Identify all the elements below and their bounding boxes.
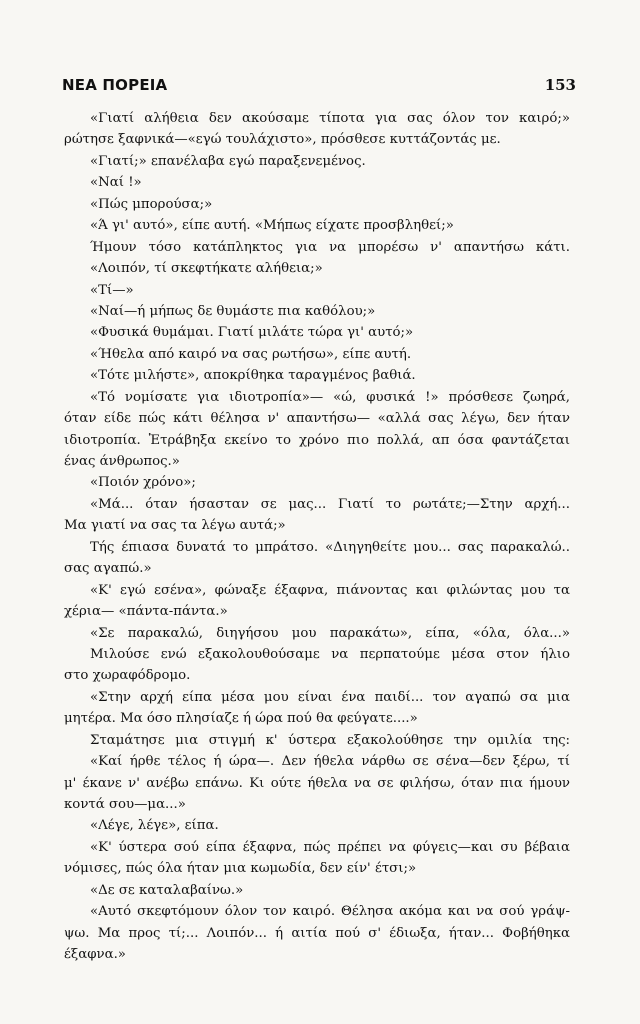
text-line: Μιλούσε ενώ εξακολουθούσαμε να περπατούμε μέσα στον ήλιο xyxy=(90,646,570,662)
text-line: «Φυσικά θυμάμαι. Γιατί μιλάτε τώρα γι' αυτό;» xyxy=(90,325,414,341)
text-line: ψω. Μα προς τί;... Λοιπόν... ή αιτία πού σ' έδιωξα, ήταν... Φοβήθηκα xyxy=(64,925,570,941)
text-line: Τής έπιασα δυνατά το μπράτσο. «Διηγηθείτε μου... σας παρακαλώ.. xyxy=(90,539,570,555)
text-line: «Τότε μιλήστε», αποκρίθηκα ταραγμένος βαθιά. xyxy=(90,368,416,384)
page-header xyxy=(62,76,576,98)
text-line: «Μά... όταν ήσασταν σε μας... Γιατί το ρωτάτε;—Στην αρχή... xyxy=(90,496,570,512)
text-line: Μα γιατί να σας τα λέγω αυτά;» xyxy=(64,518,286,534)
text-line: νόμισες, πώς όλα ήταν μια κωμωδία, δεν είν' έτσι;» xyxy=(64,861,417,877)
text-line: «Ποιόν χρόνο»; xyxy=(90,475,196,491)
body-text xyxy=(64,108,570,966)
text-line: όταν είδε πώς κάτι θέλησα ν' απαντήσω— «αλλά σας λέγω, δεν ήταν xyxy=(64,411,570,427)
text-line: «Σε παρακαλώ, διηγήσου μου παρακάτω», είπα, «όλα, όλα...» xyxy=(90,625,570,641)
text-line: «Ήθελα από καιρό να σας ρωτήσω», είπε αυτή. xyxy=(90,346,412,362)
text-line: «Στην αρχή είπα μέσα μου είναι ένα παιδί... τον αγαπώ σα μια xyxy=(90,689,570,705)
text-line: «Ναί !» xyxy=(90,175,142,191)
text-line: «Ά γι' αυτό», είπε αυτή. «Μήπως είχατε προσβληθεί;» xyxy=(90,218,454,234)
text-line: «Γιατί αλήθεια δεν ακούσαμε τίποτα για σας όλον τον καιρό;» xyxy=(90,111,570,126)
text-line: «Τό νομίσατε για ιδιοτροπία»— «ώ, φυσικά !» πρόσθεσε ζωηρά, xyxy=(90,389,570,405)
page-number: 153 xyxy=(544,76,576,94)
text-line: χέρια— «πάντα-πάντα.» xyxy=(64,604,228,620)
text-line: ένας άνθρωπος.» xyxy=(64,454,180,469)
text-line: «Ναί—ή μήπως δε θυμάστε πια καθόλου;» xyxy=(90,303,376,319)
text-line: σας αγαπώ.» xyxy=(64,561,152,577)
text-line: έξαφνα.» xyxy=(64,947,126,963)
text-line: «Λοιπόν, τί σκεφτήκατε αλήθεια;» xyxy=(90,261,323,277)
running-title: ΝΕΑ ΠΟΡΕΙΑ xyxy=(62,76,168,94)
text-line: κοντά σου—μα...» xyxy=(64,797,186,812)
text-line: Σταμάτησε μια στιγμή κ' ύστερα εξακολούθησε την ομιλία της: xyxy=(90,732,570,748)
text-line: ρώτησε ξαφνικά—«εγώ τουλάχιστο», πρόσθεσε κυττάζοντάς με. xyxy=(64,132,501,148)
text-line: «Γιατί;» επανέλαβα εγώ παραξενεμένος. xyxy=(90,153,366,169)
text-line: «Πώς μπορούσα;» xyxy=(90,196,213,212)
text-line: «Αυτό σκεφτόμουν όλον τον καιρό. Θέλησα ακόμα και να σού γράψ- xyxy=(90,904,570,920)
text-line: ιδιοτροπία. Ἐτράβηξα εκείνο το χρόνο πιο πολλά, απ όσα φαντάζεται xyxy=(64,432,570,448)
text-line: «Τί—» xyxy=(90,282,134,298)
text-line: μ' έκανε ν' ανέβω επάνω. Κι ούτε ήθελα να σε φιλήσω, όταν πια ήμουν xyxy=(64,775,570,791)
text-line: «Καί ήρθε τέλος ή ώρα—. Δεν ήθελα νάρθω σε σένα—δεν ξέρω, τί xyxy=(90,754,570,770)
text-line: «Κ' εγώ εσένα», φώναξε έξαφνα, πιάνοντας και φιλώντας μου τα xyxy=(90,582,570,598)
text-line: «Κ' ύστερα σού είπα έξαφνα, πώς πρέπει να φύγεις—και συ βέβαια xyxy=(90,839,570,855)
text-line: Ήμουν τόσο κατάπληκτος για να μπορέσω ν' απαντήσω κάτι. xyxy=(90,239,570,255)
text-line: «Λέγε, λέγε», είπα. xyxy=(90,818,219,834)
text-line: στο χωραφόδρομο. xyxy=(64,668,191,684)
text-line: «Δε σε καταλαβαίνω.» xyxy=(90,882,244,898)
text-line: μητέρα. Μα όσο πλησίαζε ή ώρα πού θα φεύγατε....» xyxy=(64,711,418,727)
